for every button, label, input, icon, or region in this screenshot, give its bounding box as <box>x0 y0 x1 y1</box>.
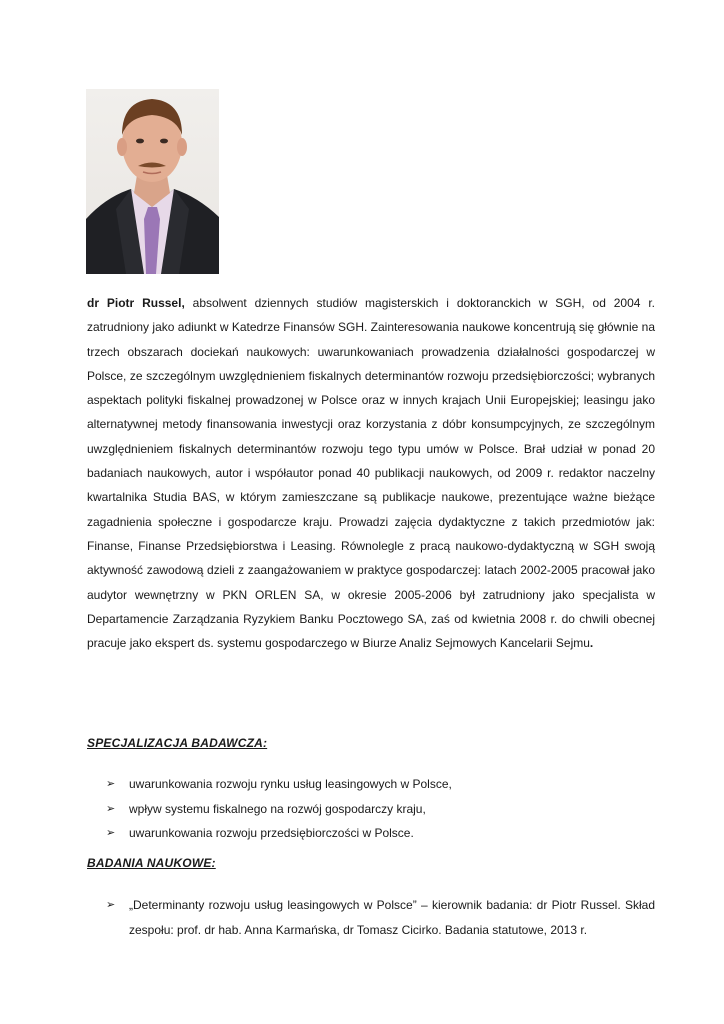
list-item <box>106 893 655 942</box>
bio-text: absolwent dziennych studiów magisterskich i doktoranckich w SGH, od 2004 r. zatrudniony jako adiunkt w Katedrze Finansów SGH. Zainteresowania naukowe koncentrują się głównie na trzech obszarach dociekań naukowych: uwarunkowaniach prowadzenia działalności gospodarczej w Polsce, ze szczególnym uwzględnieniem fiskalnych determinantów rozwoju przedsiębiorczości; wybranych aspektach polityki fiskalnej prowadzonej w Polsce oraz w innych krajach Unii Europejskiej; leasingu jako alternatywnej metody finansowania inwestycji oraz korzystania z dóbr konsumpcyjnych, ze szczególnym uwzględnieniem fiskalnych determinantów rozwoju tego typu umów w Polsce. Brał udział w ponad 20 badaniach naukowych, autor i współautor ponad 40 publikacji naukowych, od 2009 r. redaktor naczelny kwartalnika Studia BAS, w którym zamieszczane są publikacje naukowe, prezentujące ważne bieżące zagadnienia społeczne i gospodarcze kraju. Prowadzi zajęcia dydaktyczne z takich przedmiotów jak: Finanse, Finanse Przedsiębiorstwa i Leasing. Równolegle z pracą naukowo-dydaktyczną w SGH swoją aktywność zawodową dzieli z zaangażowaniem w praktyce gospodarczej: latach 2002-2005 pracował jako audytor wewnętrzny w PKN ORLEN SA, w okresie 2005-2006 był zatrudniony jako specjalista w Departamencie Zarządzania Ryzykiem Banku Pocztowego SA, zaś od kwietnia 2008 r. do chwili obecnej pracuje jako ekspert ds. systemu gospodarczego w Biurze Analiz Sejmowych Kancelarii Sejmu <box>87 296 655 651</box>
bio-name: dr Piotr Russel, <box>87 296 185 310</box>
research-heading: BADANIA NAUKOWE: <box>87 856 216 870</box>
portrait-photo <box>86 89 219 274</box>
bio-end: . <box>589 636 594 651</box>
list-item-text: „Determinanty rozwoju usług leasingowych w Polsce” – kierownik badania: dr Piotr Russel. Skład zespołu: prof. dr hab. Anna Karmańska, dr Tomasz Cicirko. Badania statutowe, 2013 r. <box>129 898 655 937</box>
specialization-list <box>106 772 452 846</box>
arrow-bullet-icon: ➢ <box>106 802 116 815</box>
arrow-bullet-icon: ➢ <box>106 778 116 790</box>
list-item <box>106 772 452 797</box>
list-item <box>106 821 452 846</box>
arrow-bullet-icon: ➢ <box>106 899 116 911</box>
list-item-text: wpływ systemu fiskalnego na rozwój gospodarczy kraju, <box>129 801 426 816</box>
specialization-heading: SPECJALIZACJA BADAWCZA: <box>87 736 268 750</box>
list-item-text: uwarunkowania rozwoju przedsiębiorczości w Polsce. <box>129 826 414 840</box>
arrow-bullet-icon: ➢ <box>106 827 116 839</box>
list-item-text: uwarunkowania rozwoju rynku usług leasingowych w Polsce, <box>129 777 452 791</box>
research-list <box>106 893 655 942</box>
bio-paragraph <box>87 291 655 655</box>
list-item <box>106 797 452 822</box>
